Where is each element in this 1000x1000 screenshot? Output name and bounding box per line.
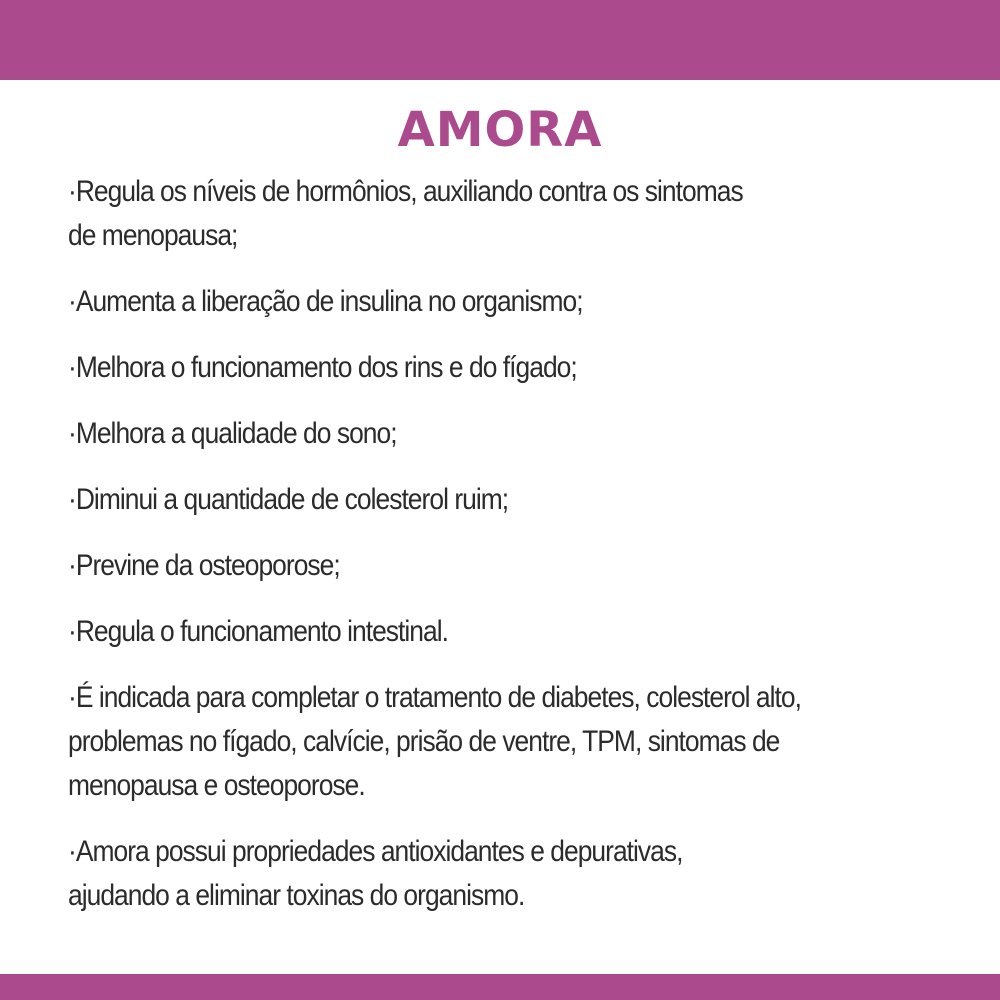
benefit-item-hormones: ·Regula os níveis de hormônios, auxiliando contra os sintomas de menopausa; [68,175,743,252]
benefit-item-antioxidants: ·Amora possui propriedades antioxidantes e depurativas, ajudando a eliminar toxinas do organismo. [68,835,683,912]
page-title: AMORA [397,102,603,158]
benefit-item-treatment: ·É indicada para completar o tratamento de diabetes, colesterol alto, problemas no fígado, calvície, prisão de ventre, TPM, sintomas de menopausa e osteoporose. [68,681,801,802]
benefit-item-intestinal: ·Regula o funcionamento intestinal. [68,615,448,648]
benefit-item-sleep: ·Melhora a qualidade do sono; [68,417,397,450]
benefit-item-osteoporosis: ·Previne da osteoporose; [68,549,340,582]
benefit-item-insulin: ·Aumenta a liberação de insulina no organismo; [68,285,583,318]
benefits-list [68,170,958,940]
top-accent-band [0,0,1000,80]
benefit-item-cholesterol: ·Diminui a quantidade de colesterol ruim; [68,483,509,516]
bottom-accent-band [0,974,1000,1000]
benefit-item-kidneys-liver: ·Melhora o funcionamento dos rins e do fígado; [68,351,577,384]
